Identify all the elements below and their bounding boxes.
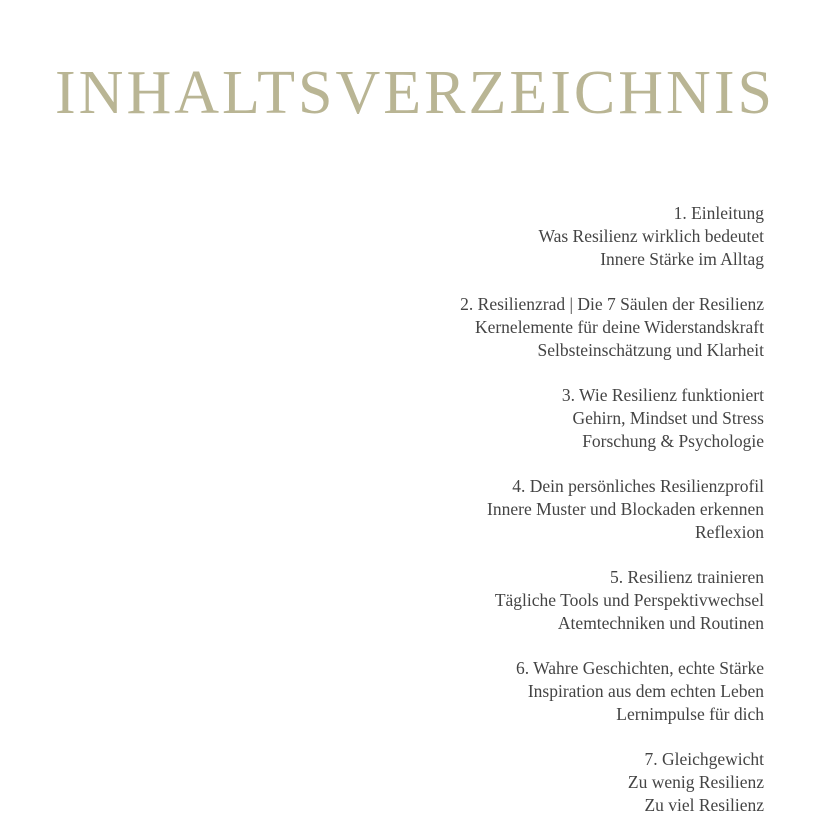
toc-subtopic: Inspiration aus dem echten Leben — [527, 681, 764, 701]
toc-subtopic: Forschung & Psychologie — [582, 431, 764, 451]
toc-section-heading[interactable]: 6. Wahre Geschichten, echte Stärke — [515, 658, 764, 678]
toc-subtopic: Selbsteinschätzung und Klarheit — [537, 340, 764, 360]
toc-subtopic: Was Resilienz wirklich bedeutet — [538, 226, 764, 246]
toc-section-4 — [460, 475, 764, 544]
toc-section-heading[interactable]: 5. Resilienz trainieren — [609, 567, 764, 587]
toc-section-2 — [460, 293, 764, 362]
toc-section-7 — [460, 748, 764, 817]
toc-section-3 — [460, 384, 764, 453]
toc-subtopic: Reflexion — [694, 522, 764, 542]
toc-section-5 — [460, 566, 764, 635]
toc-section-1 — [460, 202, 764, 271]
toc-section-heading[interactable]: 7. Gleichgewicht — [644, 749, 764, 769]
toc-section-heading[interactable]: 1. Einleitung — [673, 203, 764, 223]
table-of-contents — [460, 202, 764, 817]
toc-subtopic: Zu wenig Resilienz — [627, 772, 764, 792]
toc-section-6 — [460, 657, 764, 726]
toc-section-heading[interactable]: 3. Wie Resilienz funktioniert — [561, 385, 764, 405]
toc-section-heading[interactable]: 2. Resilienzrad | Die 7 Säulen der Resilienz — [460, 294, 764, 314]
toc-section-heading[interactable]: 4. Dein persönliches Resilienzprofil — [512, 476, 764, 496]
toc-subtopic: Tägliche Tools und Perspektivwechsel — [494, 590, 764, 610]
toc-subtopic: Atemtechniken und Routinen — [557, 613, 764, 633]
toc-subtopic: Innere Stärke im Alltag — [600, 249, 764, 269]
toc-subtopic: Zu viel Resilienz — [644, 795, 764, 815]
toc-subtopic: Kernelemente für deine Widerstandskraft — [474, 317, 764, 337]
toc-subtopic: Innere Muster und Blockaden erkennen — [487, 499, 764, 519]
page-title: INHALTSVERZEICHNIS — [55, 59, 775, 127]
toc-subtopic: Lernimpulse für dich — [616, 704, 764, 724]
toc-subtopic: Gehirn, Mindset und Stress — [572, 408, 764, 428]
